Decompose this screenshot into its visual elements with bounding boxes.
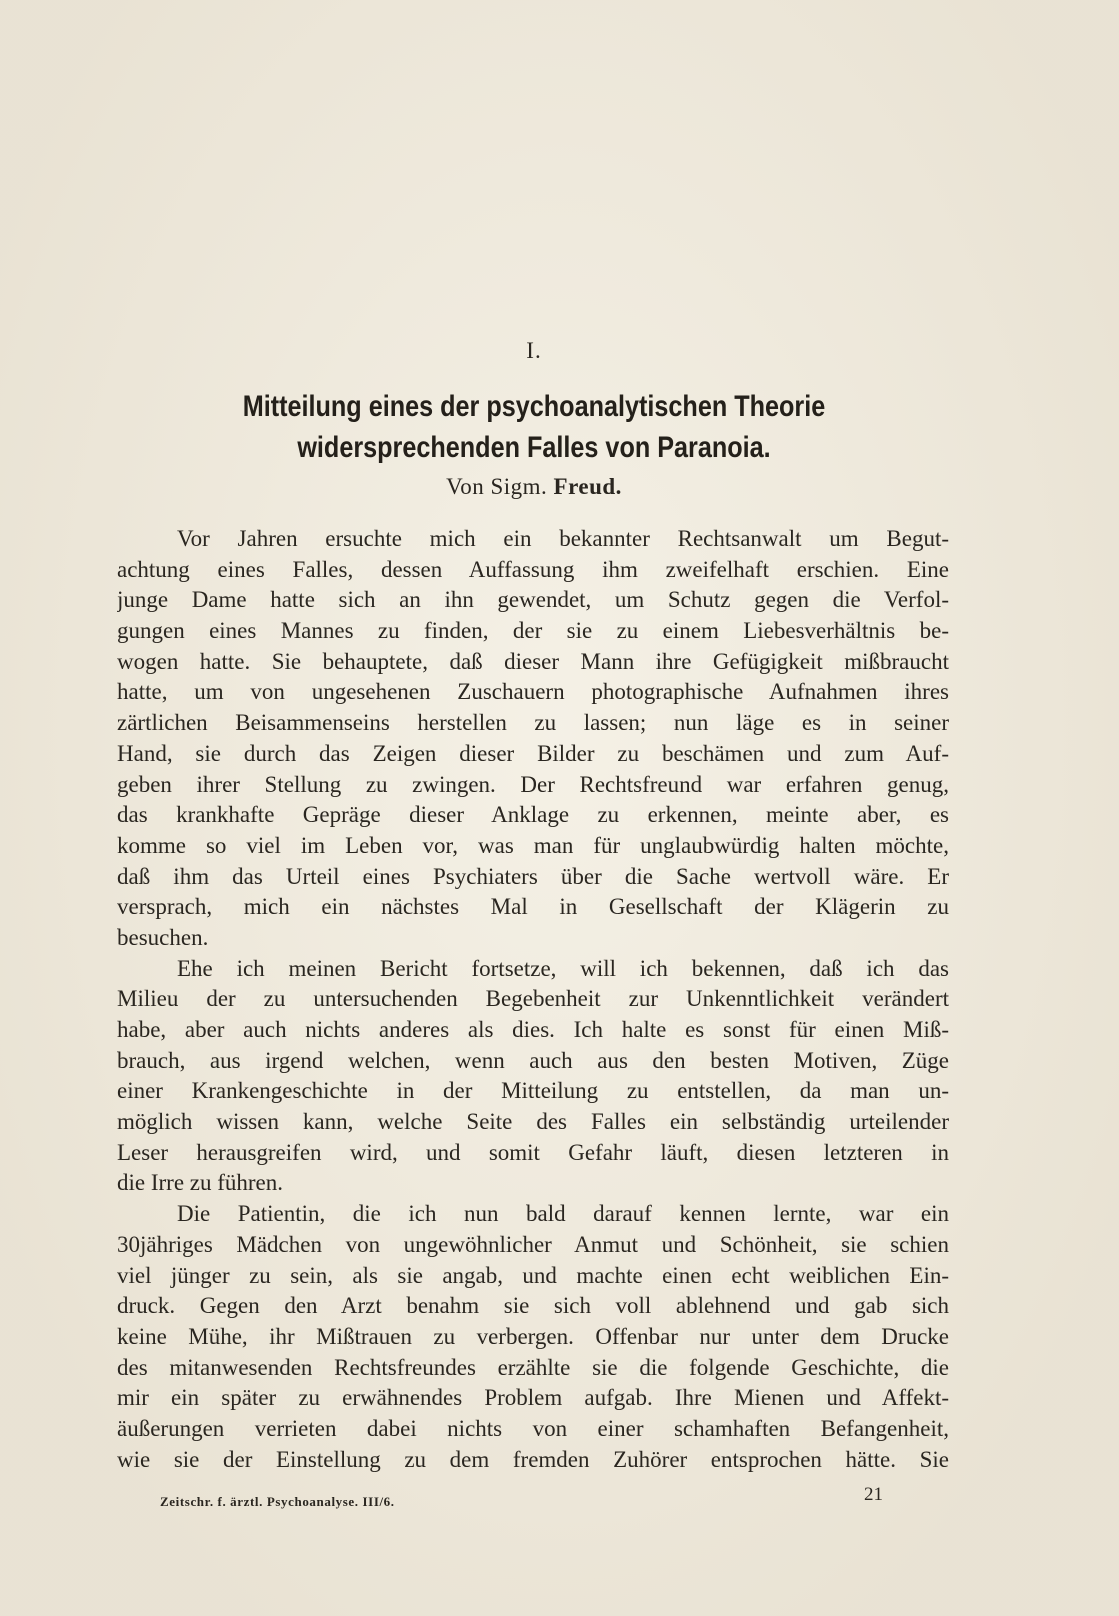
author-name: Freud. <box>553 474 622 499</box>
text-line: viel jünger zu sein, als sie angab, und machte einen echt weiblichen Ein- <box>117 1262 949 1288</box>
text-line: habe, aber auch nichts anderes als dies. Ich halte es sonst für einen Miß- <box>117 1017 949 1042</box>
text-line: einer Krankengeschichte in der Mitteilung zu entstellen, da man un- <box>117 1078 949 1104</box>
article-title <box>186 386 882 468</box>
paragraph <box>117 954 949 1200</box>
text-line: hatte, um von ungesehenen Zuschauern photographische Aufnahmen ihres <box>117 679 949 705</box>
text-line: wie sie der Einstellung zu dem fremden Zuhörer entsprochen hätte. Sie <box>117 1446 949 1472</box>
text-line: Milieu der zu untersuchenden Begebenheit zur Unkenntlichkeit verändert <box>117 986 949 1012</box>
text-line: gungen eines Mannes zu finden, der sie zu einem Liebesverhältnis be- <box>117 618 949 644</box>
text-line: brauch, aus irgend welchen, wenn auch aus den besten Motiven, Züge <box>117 1047 949 1073</box>
journal-footer: Zeitschr. f. ärztl. Psychoanalyse. III/6. <box>160 1494 395 1509</box>
author-byline <box>0 474 1068 500</box>
text-line: achtung eines Falles, dessen Auffassung ihm zweifelhaft erschien. Eine <box>117 556 949 582</box>
author-prefix: Von Sigm. <box>446 474 548 499</box>
text-line: Die Patientin, die ich nun bald darauf kennen lernte, war ein <box>177 1201 949 1227</box>
text-line: geben ihrer Stellung zu zwingen. Der Rechtsfreund war erfahren genug, <box>117 771 949 797</box>
page-number: 21 <box>864 1484 883 1505</box>
text-line: besuchen. <box>117 924 209 950</box>
text-line: die Irre zu führen. <box>117 1170 284 1196</box>
text-line: zärtlichen Beisammenseins herstellen zu lassen; nun läge es in seiner <box>117 710 949 736</box>
text-line: des mitanwesenden Rechtsfreundes erzählte sie die folgende Geschichte, die <box>117 1354 949 1380</box>
text-line: keine Mühe, ihr Mißtrauen zu verbergen. Offenbar nur unter dem Drucke <box>117 1323 949 1349</box>
text-line: Leser herausgreifen wird, und somit Gefahr läuft, diesen letzteren in <box>117 1139 949 1165</box>
text-line: Vor Jahren ersuchte mich ein bekannter Rechtsanwalt um Begut- <box>177 526 949 551</box>
text-line: junge Dame hatte sich an ihn gewendet, um Schutz gegen die Verfol- <box>117 587 949 613</box>
section-numeral: I. <box>526 338 542 363</box>
text-line: daß ihm das Urteil eines Psychiaters über die Sache wertvoll wäre. Er <box>117 863 949 889</box>
paragraph <box>117 524 949 954</box>
text-line: äußerungen verrieten dabei nichts von einer schamhaften Befangenheit, <box>117 1415 949 1441</box>
text-line: 30jähriges Mädchen von ungewöhnlicher Anmut und Schönheit, sie schien <box>117 1231 949 1257</box>
text-line: wogen hatte. Sie behauptete, daß dieser Mann ihre Gefügigkeit mißbraucht <box>117 648 949 674</box>
article-body <box>117 524 949 1475</box>
article-title-line-1: Mitteilung eines der psychoanalytischen Theorie <box>242 390 826 423</box>
text-line: Ehe ich meinen Bericht fortsetze, will ich bekennen, daß ich das <box>177 955 949 981</box>
article-title-line-2: widersprechenden Falles von Paranoia. <box>297 431 771 464</box>
paragraph <box>117 1199 949 1475</box>
text-line: komme so viel im Leben vor, was man für unglaubwürdig halten möchte, <box>117 832 949 858</box>
text-line: möglich wissen kann, welche Seite des Falles ein selbständig urteilender <box>117 1109 949 1135</box>
text-line: druck. Gegen den Arzt benahm sie sich voll ablehnend und gab sich <box>117 1293 949 1319</box>
text-line: mir ein später zu erwähnendes Problem aufgab. Ihre Mienen und Affekt- <box>117 1385 949 1411</box>
text-line: Hand, sie durch das Zeigen dieser Bilder zu beschämen und zum Auf- <box>117 740 949 766</box>
text-line: das krankhafte Gepräge dieser Anklage zu erkennen, meinte aber, es <box>117 802 949 828</box>
text-line: versprach, mich ein nächstes Mal in Gesellschaft der Klägerin zu <box>117 894 949 920</box>
